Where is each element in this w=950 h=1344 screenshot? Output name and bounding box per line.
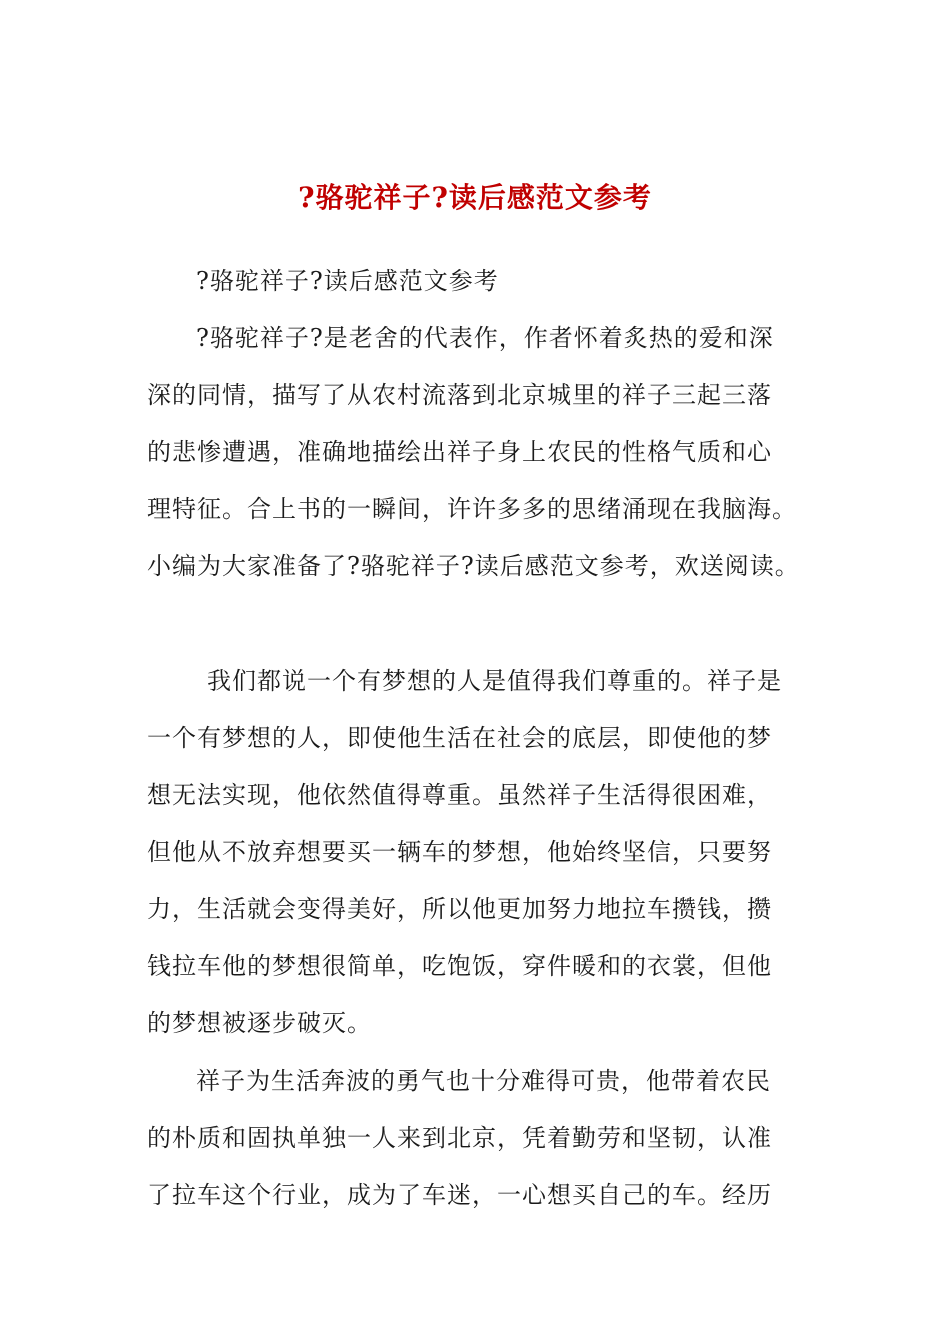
paragraph-4-line-1: 祥子为生活奔波的勇气也十分难得可贵，他带着农民: [196, 1067, 771, 1095]
paragraph-1-line-1: ?骆驼祥子?读后感范文参考: [196, 267, 499, 295]
paragraph-2-line-1: ?骆驼祥子?是老舍的代表作，作者怀着炙热的爱和深: [196, 324, 774, 352]
paragraph-3-line-2: 一个有梦想的人，即使他生活在社会的底层，即使他的梦: [147, 724, 772, 752]
document-title: ?骆驼祥子?读后感范文参考: [298, 181, 652, 214]
paragraph-3-line-6: 钱拉车他的梦想很简单，吃饱饭，穿件暖和的衣裳，但他: [147, 952, 772, 980]
paragraph-2-line-5: 小编为大家准备了?骆驼祥子?读后感范文参考，欢送阅读。: [147, 552, 800, 580]
paragraph-3-line-7: 的梦想被逐步破灭。: [147, 1009, 372, 1037]
paragraph-3-line-1: 我们都说一个有梦想的人是值得我们尊重的。祥子是: [207, 667, 782, 695]
paragraph-4-line-3: 了拉车这个行业，成为了车迷，一心想买自己的车。经历: [147, 1181, 772, 1209]
paragraph-3-line-5: 力，生活就会变得美好，所以他更加努力地拉车攒钱，攒: [147, 895, 772, 923]
paragraph-3-line-3: 想无法实现，他依然值得尊重。虽然祥子生活得很困难，: [147, 781, 772, 809]
paragraph-2-line-3: 的悲惨遭遇，准确地描绘出祥子身上农民的性格气质和心: [147, 438, 772, 466]
paragraph-4-line-2: 的朴质和固执单独一人来到北京，凭着勤劳和坚韧，认准: [147, 1124, 772, 1152]
paragraph-2-line-2: 深的同情，描写了从农村流落到北京城里的祥子三起三落: [147, 381, 772, 409]
paragraph-3-line-4: 但他从不放弃想要买一辆车的梦想，他始终坚信，只要努: [147, 838, 772, 866]
paragraph-2-line-4: 理特征。合上书的一瞬间，许许多多的思绪涌现在我脑海。: [147, 495, 797, 523]
